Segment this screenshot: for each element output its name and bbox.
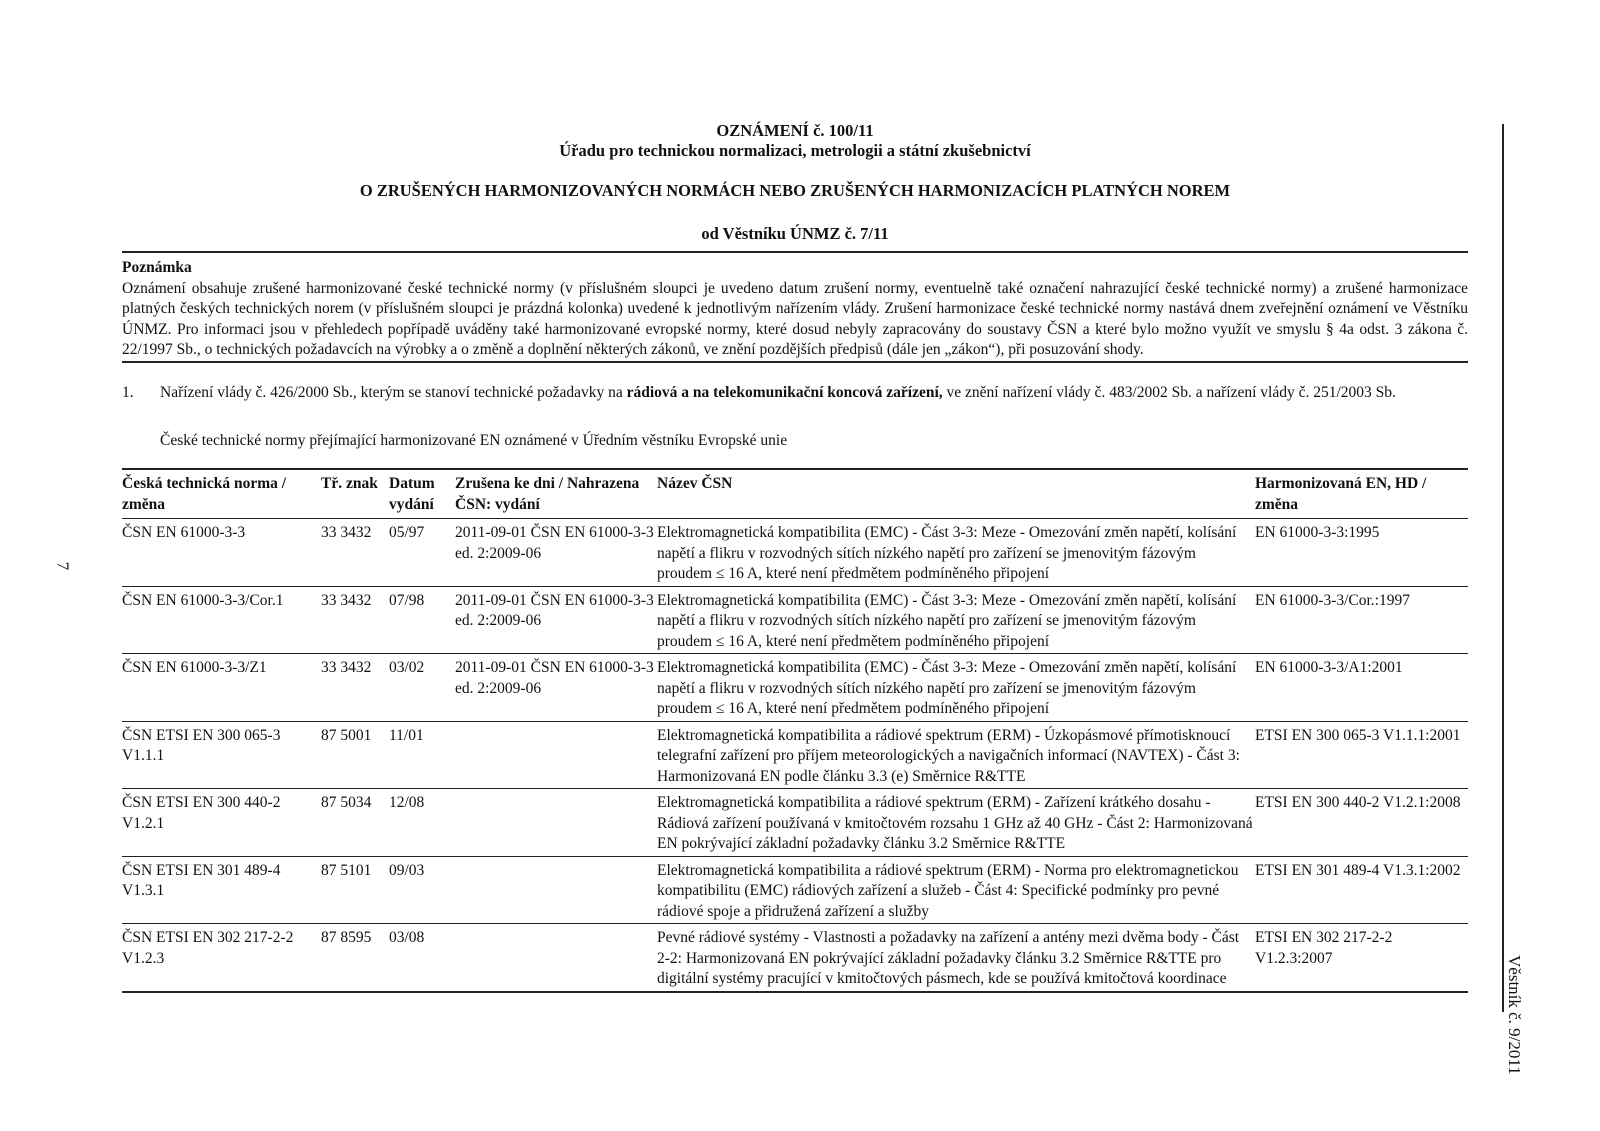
cell-withdrawn	[455, 721, 657, 789]
issuing-authority: Úřadu pro technickou normalizaci, metrologii a státní zkušebnictví	[559, 141, 1031, 160]
cell-harmonized: ETSI EN 300 065-3 V1.1.1:2001	[1255, 721, 1468, 789]
cell-standard: ČSN ETSI EN 301 489-4 V1.3.1	[122, 856, 321, 924]
column-header: Zrušena ke dni / Nahrazena ČSN: vydání	[455, 469, 657, 519]
cell-harmonized: ETSI EN 300 440-2 V1.2.1:2008	[1255, 789, 1468, 857]
divider-top	[122, 251, 1468, 253]
cell-withdrawn	[455, 789, 657, 857]
cell-class-code: 87 8595	[321, 924, 389, 992]
note-body: Oznámení obsahuje zrušené harmonizované české technické normy (v příslušném sloupci je uvedeno datum zrušení normy, eventuelně také označení nahrazující české technické normy) a zrušené harmonizace platných českých technických norem (v příslušném sloupci je prázdná kolonka) uvedené k jednotlivým nařízením vlády. Zrušení harmonizace české technické normy nastává dnem zveřejnění oznámení ve Věstníku ÚNMZ. Pro informaci jsou v přehledech popřípadě uváděny také harmonizované evropské normy, které dosud nebyly zapracovány do soustavy ČSN a které bylo možno využít ve smyslu § 4a odst. 3 zákona č. 22/1997 Sb., o technických požadavcích na výrobky a o změně a doplnění některých zákonů, ve znění pozdějších předpisů (dále jen „zákon“), při posuzování shody.	[122, 279, 1468, 358]
cell-class-code: 33 3432	[321, 654, 389, 722]
table-row	[122, 924, 1468, 992]
cell-title: Elektromagnetická kompatibilita (EMC) - Část 3-3: Meze - Omezování změn napětí, kolísání napětí a flikru v rozvodných sítích nízkého napětí pro zařízení se jmenovitým fázovým proudem ≤ 16 A, které není předmětem podmíněného připojení	[657, 654, 1255, 722]
cell-withdrawn: 2011-09-01 ČSN EN 61000-3-3 ed. 2:2009-06	[455, 586, 657, 654]
cell-title: Pevné rádiové systémy - Vlastnosti a požadavky na zařízení a antény mezi dvěma body - Část 2-2: Harmonizovaná EN pokrývající základní požadavky článku 3.2 Směrnice R&TTE pro digitální systémy pracující v kmitočtových pásmech, kde se používá kmitočtová koordinace	[657, 924, 1255, 992]
cell-harmonized: EN 61000-3-3/Cor.:1997	[1255, 586, 1468, 654]
standards-table	[122, 468, 1468, 993]
cell-issue-date: 09/03	[389, 856, 455, 924]
cell-title: Elektromagnetická kompatibilita (EMC) - Část 3-3: Meze - Omezování změn napětí, kolísání napětí a flikru v rozvodných sítích nízkého napětí pro zařízení se jmenovitým fázovým proudem ≤ 16 A, které není předmětem podmíněného připojení	[657, 519, 1255, 587]
note-block	[122, 258, 1468, 361]
table-row	[122, 789, 1468, 857]
cell-standard: ČSN ETSI EN 300 065-3 V1.1.1	[122, 721, 321, 789]
cell-issue-date: 03/08	[389, 924, 455, 992]
section-text-after: ve znění nařízení vlády č. 483/2002 Sb. a nařízení vlády č. 251/2003 Sb.	[942, 384, 1396, 401]
cell-class-code: 87 5001	[321, 721, 389, 789]
cell-issue-date: 07/98	[389, 586, 455, 654]
column-header: Název ČSN	[657, 469, 1255, 519]
notice-title: OZNÁMENÍ č. 100/11	[716, 121, 874, 140]
cell-standard: ČSN EN 61000-3-3/Z1	[122, 654, 321, 722]
table-row	[122, 519, 1468, 587]
column-header: Tř. znak	[321, 469, 389, 519]
cell-class-code: 87 5101	[321, 856, 389, 924]
cell-class-code: 33 3432	[321, 586, 389, 654]
column-header: Datum vydání	[389, 469, 455, 519]
column-header: Česká technická norma / změna	[122, 469, 321, 519]
section-text	[160, 383, 1468, 403]
cell-withdrawn: 2011-09-01 ČSN EN 61000-3-3 ed. 2:2009-06	[455, 519, 657, 587]
cell-issue-date: 05/97	[389, 519, 455, 587]
page-number: 7	[53, 561, 73, 571]
note-title: Poznámka	[122, 259, 192, 276]
cell-class-code: 87 5034	[321, 789, 389, 857]
cell-standard: ČSN EN 61000-3-3	[122, 519, 321, 587]
section-text-bold: rádiová a na telekomunikační koncová zařízení,	[626, 384, 943, 401]
cell-standard: ČSN ETSI EN 300 440-2 V1.2.1	[122, 789, 321, 857]
cell-harmonized: EN 61000-3-3/A1:2001	[1255, 654, 1468, 722]
cell-withdrawn	[455, 924, 657, 992]
cell-issue-date: 11/01	[389, 721, 455, 789]
source-bulletin: od Věstníku ÚNMZ č. 7/11	[701, 224, 889, 243]
cell-standard: ČSN EN 61000-3-3/Cor.1	[122, 586, 321, 654]
cell-class-code: 33 3432	[321, 519, 389, 587]
cell-issue-date: 12/08	[389, 789, 455, 857]
regulation-section	[122, 383, 1468, 403]
cell-harmonized: EN 61000-3-3:1995	[1255, 519, 1468, 587]
cell-title: Elektromagnetická kompatibilita a rádiové spektrum (ERM) - Zařízení krátkého dosahu - Rádiová zařízení používaná v kmitočtovém rozsahu 1 GHz až 40 GHz - Část 2: Harmonizovaná EN pokrývající základní požadavky článku 3.2 Směrnice R&TTE	[657, 789, 1255, 857]
section-subheading: České technické normy přejímající harmonizované EN oznámené v Úředním věstníku Evropské unie	[160, 432, 788, 449]
cell-standard: ČSN ETSI EN 302 217-2-2 V1.2.3	[122, 924, 321, 992]
cell-title: Elektromagnetická kompatibilita a rádiové spektrum (ERM) - Úzkopásmové přímotisknoucí telegrafní zařízení pro příjem meteorologických a navigačních informací (NAVTEX) - Část 3: Harmonizovaná EN podle článku 3.3 (e) Směrnice R&TTE	[657, 721, 1255, 789]
column-header: Harmonizovaná EN, HD / změna	[1255, 469, 1468, 519]
section-text-before: Nařízení vlády č. 426/2000 Sb., kterým se stanoví technické požadavky na	[160, 384, 627, 401]
margin-vertical-rule	[1502, 124, 1504, 1012]
table-row	[122, 856, 1468, 924]
table-row	[122, 721, 1468, 789]
running-footer-publication: Věstník č. 9/2011	[1505, 955, 1524, 1075]
table-row	[122, 654, 1468, 722]
cell-withdrawn: 2011-09-01 ČSN EN 61000-3-3 ed. 2:2009-06	[455, 654, 657, 722]
cell-issue-date: 03/02	[389, 654, 455, 722]
section-number: 1.	[122, 384, 134, 401]
divider-note-bottom	[122, 361, 1468, 363]
notice-subject: O ZRUŠENÝCH HARMONIZOVANÝCH NORMÁCH NEBO ZRUŠENÝCH HARMONIZACÍCH PLATNÝCH NOREM	[359, 181, 1231, 200]
cell-harmonized: ETSI EN 302 217-2-2 V1.2.3:2007	[1255, 924, 1468, 992]
cell-withdrawn	[455, 856, 657, 924]
table-row	[122, 586, 1468, 654]
cell-title: Elektromagnetická kompatibilita a rádiové spektrum (ERM) - Norma pro elektromagnetickou kompatibilitu (EMC) rádiových zařízení a služeb - Část 4: Specifické podmínky pro pevné rádiové spoje a přidružená zařízení a služby	[657, 856, 1255, 924]
table-header-row	[122, 469, 1468, 519]
cell-title: Elektromagnetická kompatibilita (EMC) - Část 3-3: Meze - Omezování změn napětí, kolísání napětí a flikru v rozvodných sítích nízkého napětí pro zařízení se jmenovitým fázovým proudem ≤ 16 A, které není předmětem podmíněného připojení	[657, 586, 1255, 654]
cell-harmonized: ETSI EN 301 489-4 V1.3.1:2002	[1255, 856, 1468, 924]
